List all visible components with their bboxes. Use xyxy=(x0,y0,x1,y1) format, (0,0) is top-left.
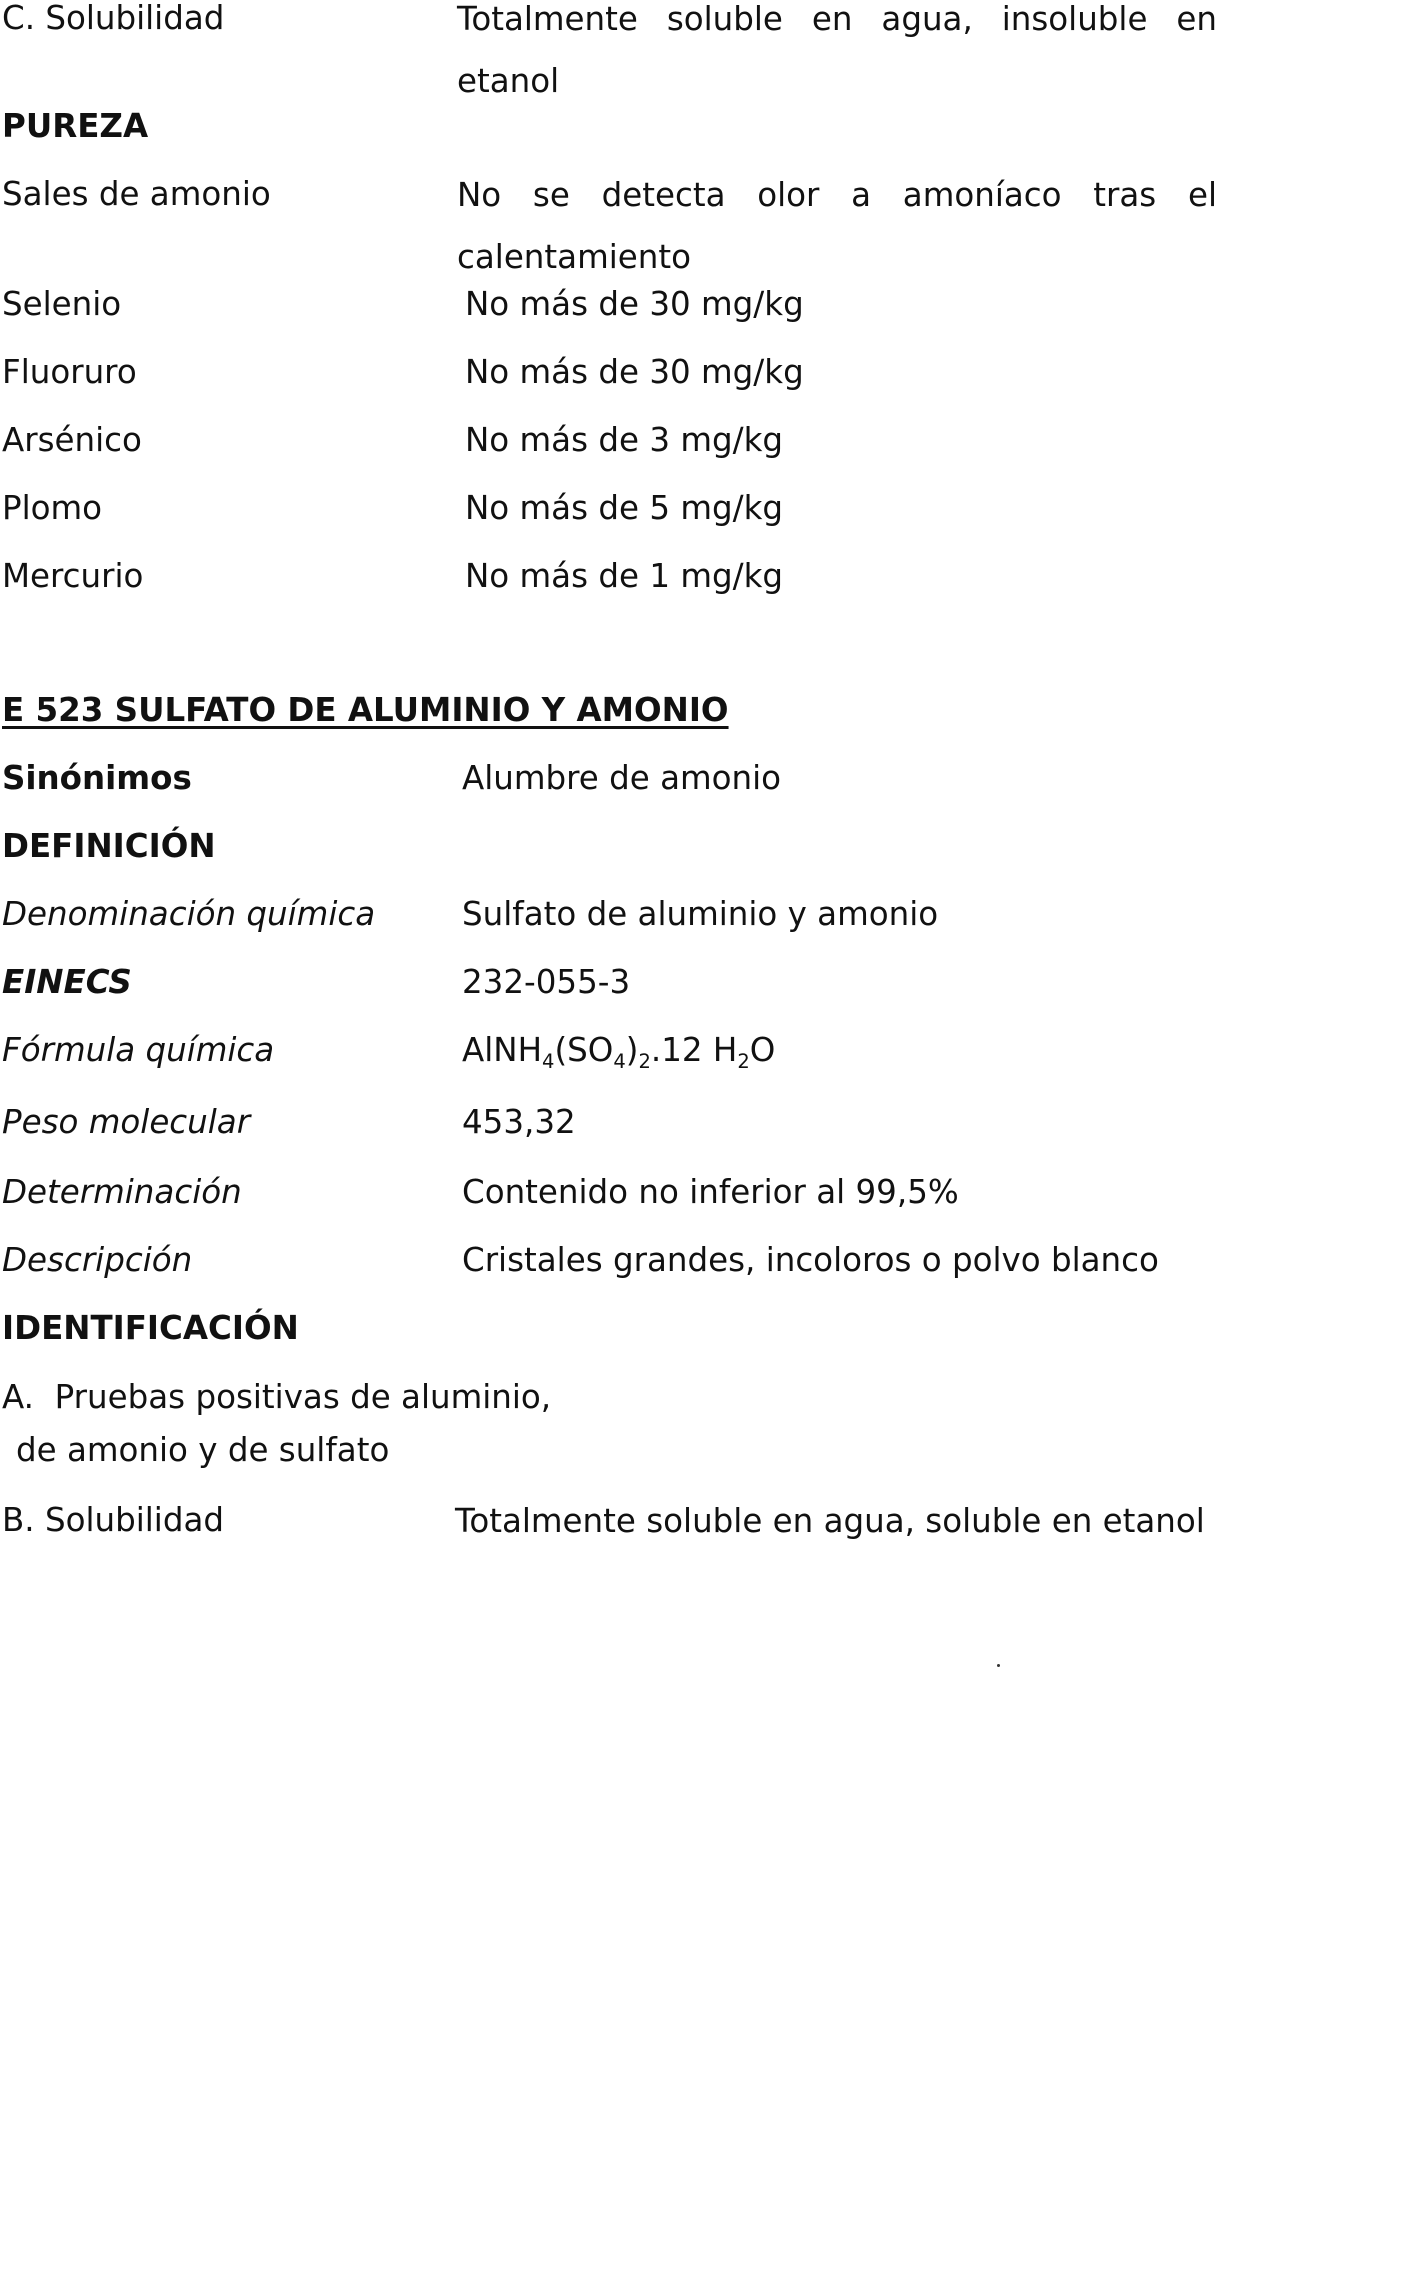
formula-label: Fórmula química xyxy=(2,1031,275,1069)
identification-a-line1: A. Pruebas positivas de aluminio, xyxy=(2,1378,552,1416)
purity-row-label: Plomo xyxy=(2,489,103,527)
formula-part: O xyxy=(749,1031,776,1069)
description-value: Cristales grandes, incoloros o polvo blanco xyxy=(462,1241,1159,1279)
solubility-b-label: B. Solubilidad xyxy=(2,1501,224,1539)
definition-heading: DEFINICIÓN xyxy=(2,827,216,865)
purity-row-label: Arsénico xyxy=(2,421,142,459)
purity-row-label: Selenio xyxy=(2,285,122,323)
chemical-name-label: Denominación química xyxy=(2,895,376,933)
purity-heading: PUREZA xyxy=(2,107,149,145)
chemical-formula xyxy=(462,1030,775,1071)
assay-label: Determinación xyxy=(2,1173,242,1211)
formula-subscript: 4 xyxy=(542,1049,555,1073)
purity-row-value: No se detecta olor a amoníaco tras el calentamiento xyxy=(457,176,1217,276)
molecular-weight-value: 453,32 xyxy=(462,1103,576,1141)
solubility-c-label: C. Solubilidad xyxy=(2,0,225,37)
einecs-value: 232-055-3 xyxy=(462,963,631,1001)
purity-row-value: No más de 30 mg/kg xyxy=(465,353,804,391)
solubility-b-value: Totalmente soluble en agua, soluble en etanol xyxy=(455,1502,1205,1540)
stray-dot xyxy=(997,1664,1000,1667)
molecular-weight-label: Peso molecular xyxy=(2,1103,251,1141)
purity-row-value: No más de 30 mg/kg xyxy=(465,285,804,323)
formula-part: ) xyxy=(625,1031,639,1069)
purity-row-label: Sales de amonio xyxy=(2,175,271,213)
formula-part: .12 H xyxy=(650,1031,738,1069)
assay-value: Contenido no inferior al 99,5% xyxy=(462,1173,959,1211)
identification-heading: IDENTIFICACIÓN xyxy=(2,1309,299,1347)
formula-part: AlNH xyxy=(462,1031,543,1069)
formula-subscript: 2 xyxy=(737,1049,750,1073)
section-title: E 523 SULFATO DE ALUMINIO Y AMONIO xyxy=(2,691,729,729)
formula-part: (SO xyxy=(554,1031,614,1069)
identification-a-line2: de amonio y de sulfato xyxy=(16,1431,390,1469)
purity-row-value: No más de 5 mg/kg xyxy=(465,489,784,527)
purity-row-value: No más de 3 mg/kg xyxy=(465,421,784,459)
solubility-c-value: Totalmente soluble en agua, insoluble en etanol xyxy=(457,0,1217,100)
synonyms-label: Sinónimos xyxy=(2,759,192,797)
chemical-name-value: Sulfato de aluminio y amonio xyxy=(462,895,939,933)
formula-subscript: 4 xyxy=(613,1049,626,1073)
description-label: Descripción xyxy=(2,1241,193,1279)
purity-row-label: Fluoruro xyxy=(2,353,137,391)
purity-row-label: Mercurio xyxy=(2,557,144,595)
synonyms-value: Alumbre de amonio xyxy=(462,759,782,797)
formula-subscript: 2 xyxy=(638,1049,651,1073)
purity-row-value: No más de 1 mg/kg xyxy=(465,557,784,595)
einecs-label: EINECS xyxy=(2,963,132,1001)
